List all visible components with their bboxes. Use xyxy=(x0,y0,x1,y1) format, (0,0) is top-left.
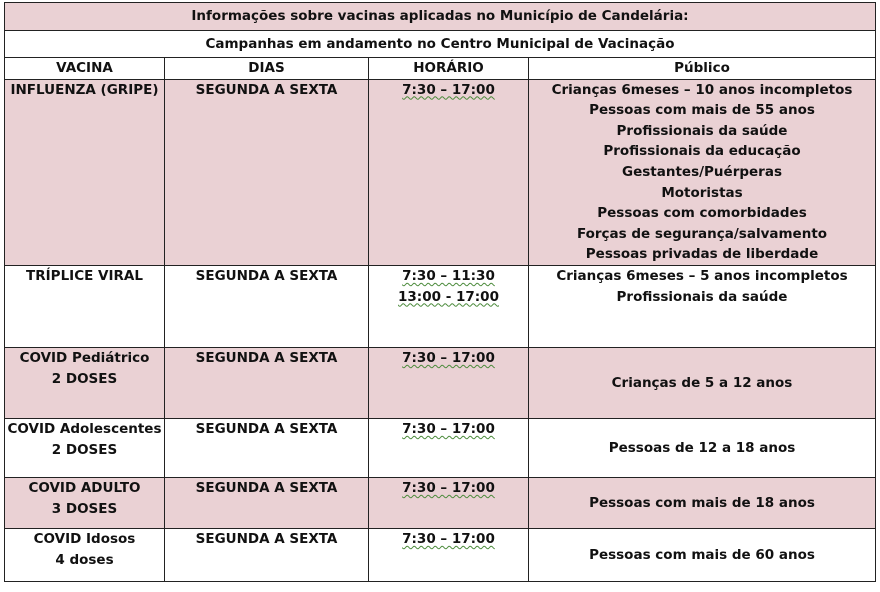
publico-line: Pessoas com mais de 55 anos xyxy=(589,102,815,119)
vacina-line: INFLUENZA (GRIPE) xyxy=(10,81,159,98)
publico-line: Crianças 6meses – 10 anos incompletos xyxy=(551,81,853,98)
cell-vacina xyxy=(5,347,165,418)
cell-horario xyxy=(369,528,529,581)
horario-line: 7:30 – 17:00 xyxy=(402,81,495,98)
cell-publico xyxy=(529,477,876,528)
cell-vacina xyxy=(5,418,165,477)
vacina-doses: 2 DOSES xyxy=(51,441,118,458)
publico-line: Pessoas de 12 a 18 anos xyxy=(608,439,796,456)
cell-horario xyxy=(369,477,529,528)
horario-line: 13:00 - 17:00 xyxy=(398,288,499,305)
vacina-doses: 3 DOSES xyxy=(51,500,118,517)
subtitle-row xyxy=(5,31,876,58)
vacina-line: TRÍPLICE VIRAL xyxy=(26,267,143,284)
publico-line: Pessoas com mais de 60 anos xyxy=(589,546,815,563)
cell-publico xyxy=(529,418,876,477)
horario-line: 7:30 – 17:00 xyxy=(402,530,495,547)
publico-line: Profissionais da educação xyxy=(603,143,801,160)
cell-dias xyxy=(165,477,369,528)
publico-line: Motoristas xyxy=(661,184,743,201)
table-row xyxy=(5,528,876,581)
header-dias: DIAS xyxy=(165,58,369,80)
dias-text: SEGUNDA A SEXTA xyxy=(195,349,338,366)
dias-text: SEGUNDA A SEXTA xyxy=(195,267,338,284)
cell-dias xyxy=(165,418,369,477)
horario-line: 7:30 – 11:30 xyxy=(402,267,495,284)
cell-vacina xyxy=(5,528,165,581)
publico-line: Pessoas com comorbidades xyxy=(597,205,807,222)
cell-vacina xyxy=(5,477,165,528)
cell-publico xyxy=(529,265,876,347)
table-row xyxy=(5,477,876,528)
cell-dias xyxy=(165,347,369,418)
publico-line: Pessoas privadas de liberdade xyxy=(585,246,819,263)
horario-line: 7:30 – 17:00 xyxy=(402,479,495,496)
cell-dias xyxy=(165,79,369,265)
title-row xyxy=(5,3,876,31)
vacina-doses: 2 DOSES xyxy=(51,370,118,387)
table-row xyxy=(5,79,876,265)
publico-line: Crianças 6meses – 5 anos incompletos xyxy=(556,267,848,284)
vaccination-table xyxy=(4,2,876,582)
cell-dias xyxy=(165,265,369,347)
table-title: Informações sobre vacinas aplicadas no Município de Candelária: xyxy=(5,3,876,31)
table-row xyxy=(5,265,876,347)
horario-line: 7:30 – 17:00 xyxy=(402,420,495,437)
dias-text: SEGUNDA A SEXTA xyxy=(195,479,338,496)
cell-horario xyxy=(369,79,529,265)
vacina-line: COVID Idosos xyxy=(33,530,136,547)
dias-text: SEGUNDA A SEXTA xyxy=(195,420,338,437)
header-horario: HORÁRIO xyxy=(369,58,529,80)
cell-horario xyxy=(369,265,529,347)
publico-line: Profissionais da saúde xyxy=(616,122,788,139)
horario-line: 7:30 – 17:00 xyxy=(402,349,495,366)
publico-line: Pessoas com mais de 18 anos xyxy=(589,494,815,511)
publico-line: Gestantes/Puérperas xyxy=(622,163,782,180)
dias-text: SEGUNDA A SEXTA xyxy=(195,530,338,547)
cell-vacina xyxy=(5,265,165,347)
vacina-line: COVID Adolescentes xyxy=(7,420,162,437)
cell-vacina xyxy=(5,79,165,265)
vacina-line: COVID Pediátrico xyxy=(19,349,150,366)
cell-horario xyxy=(369,347,529,418)
publico-line: Profissionais da saúde xyxy=(616,288,788,305)
table-row xyxy=(5,347,876,418)
cell-publico xyxy=(529,79,876,265)
cell-publico xyxy=(529,347,876,418)
header-publico: Público xyxy=(529,58,876,80)
publico-line: Forças de segurança/salvamento xyxy=(576,225,828,242)
cell-publico xyxy=(529,528,876,581)
vacina-doses: 4 doses xyxy=(55,551,114,568)
header-row xyxy=(5,58,876,80)
dias-text: SEGUNDA A SEXTA xyxy=(195,81,338,98)
header-vacina: VACINA xyxy=(5,58,165,80)
cell-horario xyxy=(369,418,529,477)
publico-line: Crianças de 5 a 12 anos xyxy=(611,374,793,391)
cell-dias xyxy=(165,528,369,581)
vacina-line: COVID ADULTO xyxy=(28,479,141,496)
table-subtitle: Campanhas em andamento no Centro Municipal de Vacinação xyxy=(5,31,876,58)
table-row xyxy=(5,418,876,477)
